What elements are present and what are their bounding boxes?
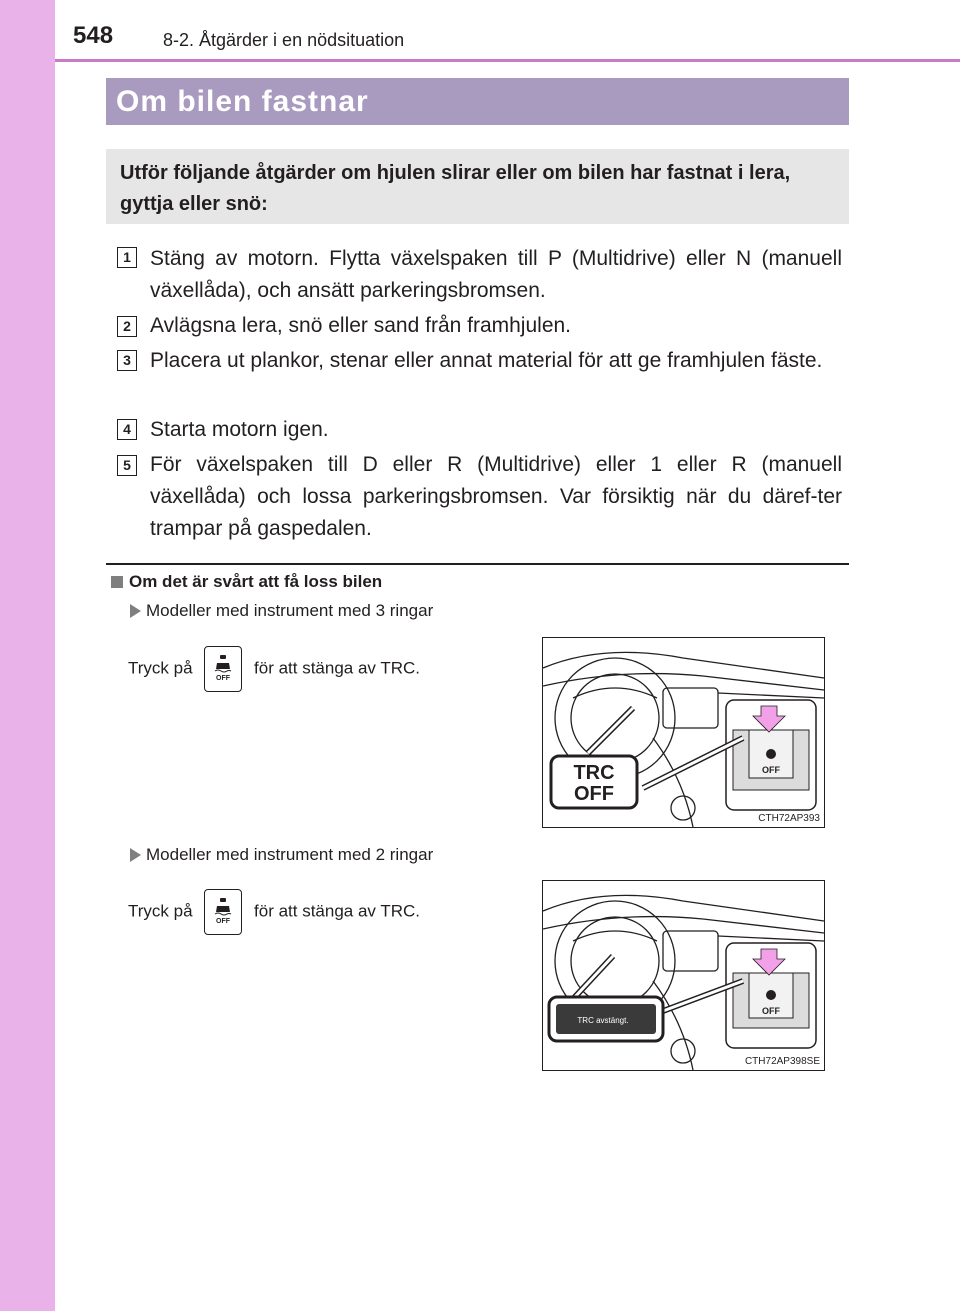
triangle-bullet-icon bbox=[130, 604, 141, 618]
dashboard-figure-1 bbox=[542, 637, 825, 828]
press-before-text: Tryck på bbox=[128, 658, 193, 678]
model-label-text: Modeller med instrument med 3 ringar bbox=[146, 601, 434, 620]
intro-box bbox=[106, 149, 849, 224]
figure-code-2: CTH72AP398SE bbox=[744, 1056, 820, 1067]
model-label-text: Modeller med instrument med 2 ringar bbox=[146, 845, 434, 864]
figure-code-1: CTH72AP393 bbox=[758, 813, 820, 824]
step-number-5: 5 bbox=[117, 455, 137, 476]
trc-off-button-icon bbox=[204, 646, 242, 692]
step-text-3: Placera ut plankor, stenar eller annat material för att ge framhjulen fäste. bbox=[150, 349, 823, 372]
section-divider bbox=[106, 563, 849, 565]
figure-button-off-label: OFF bbox=[762, 1006, 780, 1016]
subsection-heading bbox=[111, 572, 382, 592]
step-number-1: 1 bbox=[117, 247, 137, 268]
press-after-text: för att stänga av TRC. bbox=[254, 901, 420, 921]
dashboard-illustration-1 bbox=[543, 638, 824, 827]
press-instruction-1 bbox=[128, 646, 420, 692]
off-text: OFF bbox=[574, 783, 614, 805]
step-text-5: För växelspaken till D eller R (Multidrive) eller 1 eller R (manuell växellåda) och lossa parkeringsbromsen. Var försiktig när du däref-ter trampar på gaspedalen. bbox=[150, 453, 842, 540]
press-before-text: Tryck på bbox=[128, 901, 193, 921]
trc-text: TRC bbox=[573, 762, 615, 784]
section-title: 8-2. Åtgärder i en nödsituation bbox=[163, 30, 405, 50]
figure-button-off-label: OFF bbox=[762, 765, 780, 775]
step-number-2: 2 bbox=[117, 316, 137, 337]
header-rule bbox=[55, 59, 960, 62]
intro-text: Utför följande åtgärder om hjulen slirar eller om bilen har fastnat i lera, gyttja eller snö: bbox=[120, 162, 791, 215]
step-number-3: 3 bbox=[117, 350, 137, 371]
button-off-label: OFF bbox=[216, 675, 231, 682]
dashboard-figure-2 bbox=[542, 880, 825, 1071]
title-bar bbox=[106, 78, 849, 125]
triangle-bullet-icon bbox=[130, 848, 141, 862]
side-tab bbox=[0, 0, 55, 1311]
dashboard-illustration-2 bbox=[543, 881, 824, 1070]
trc-disabled-message: TRC avstängt. bbox=[577, 1016, 629, 1025]
model-label-2 bbox=[130, 845, 433, 865]
step-text-4: Starta motorn igen. bbox=[150, 418, 329, 441]
step-text-2: Avlägsna lera, snö eller sand från framhjulen. bbox=[150, 314, 572, 337]
button-off-label: OFF bbox=[216, 918, 231, 925]
page-number: 548 bbox=[73, 22, 114, 49]
subsection-heading-text: Om det är svårt att få loss bilen bbox=[129, 572, 383, 591]
press-after-text: för att stänga av TRC. bbox=[254, 658, 420, 678]
page-title: Om bilen fastnar bbox=[116, 85, 369, 118]
step-text-1: Stäng av motorn. Flytta växelspaken till P (Multidrive) eller N (manuell växellåda), och ansätt parkeringsbromsen. bbox=[150, 247, 842, 302]
step-number-4: 4 bbox=[117, 419, 137, 440]
trc-off-button-icon bbox=[204, 889, 242, 935]
square-bullet-icon bbox=[111, 576, 123, 588]
press-instruction-2 bbox=[128, 889, 420, 935]
model-label-1 bbox=[130, 601, 433, 621]
